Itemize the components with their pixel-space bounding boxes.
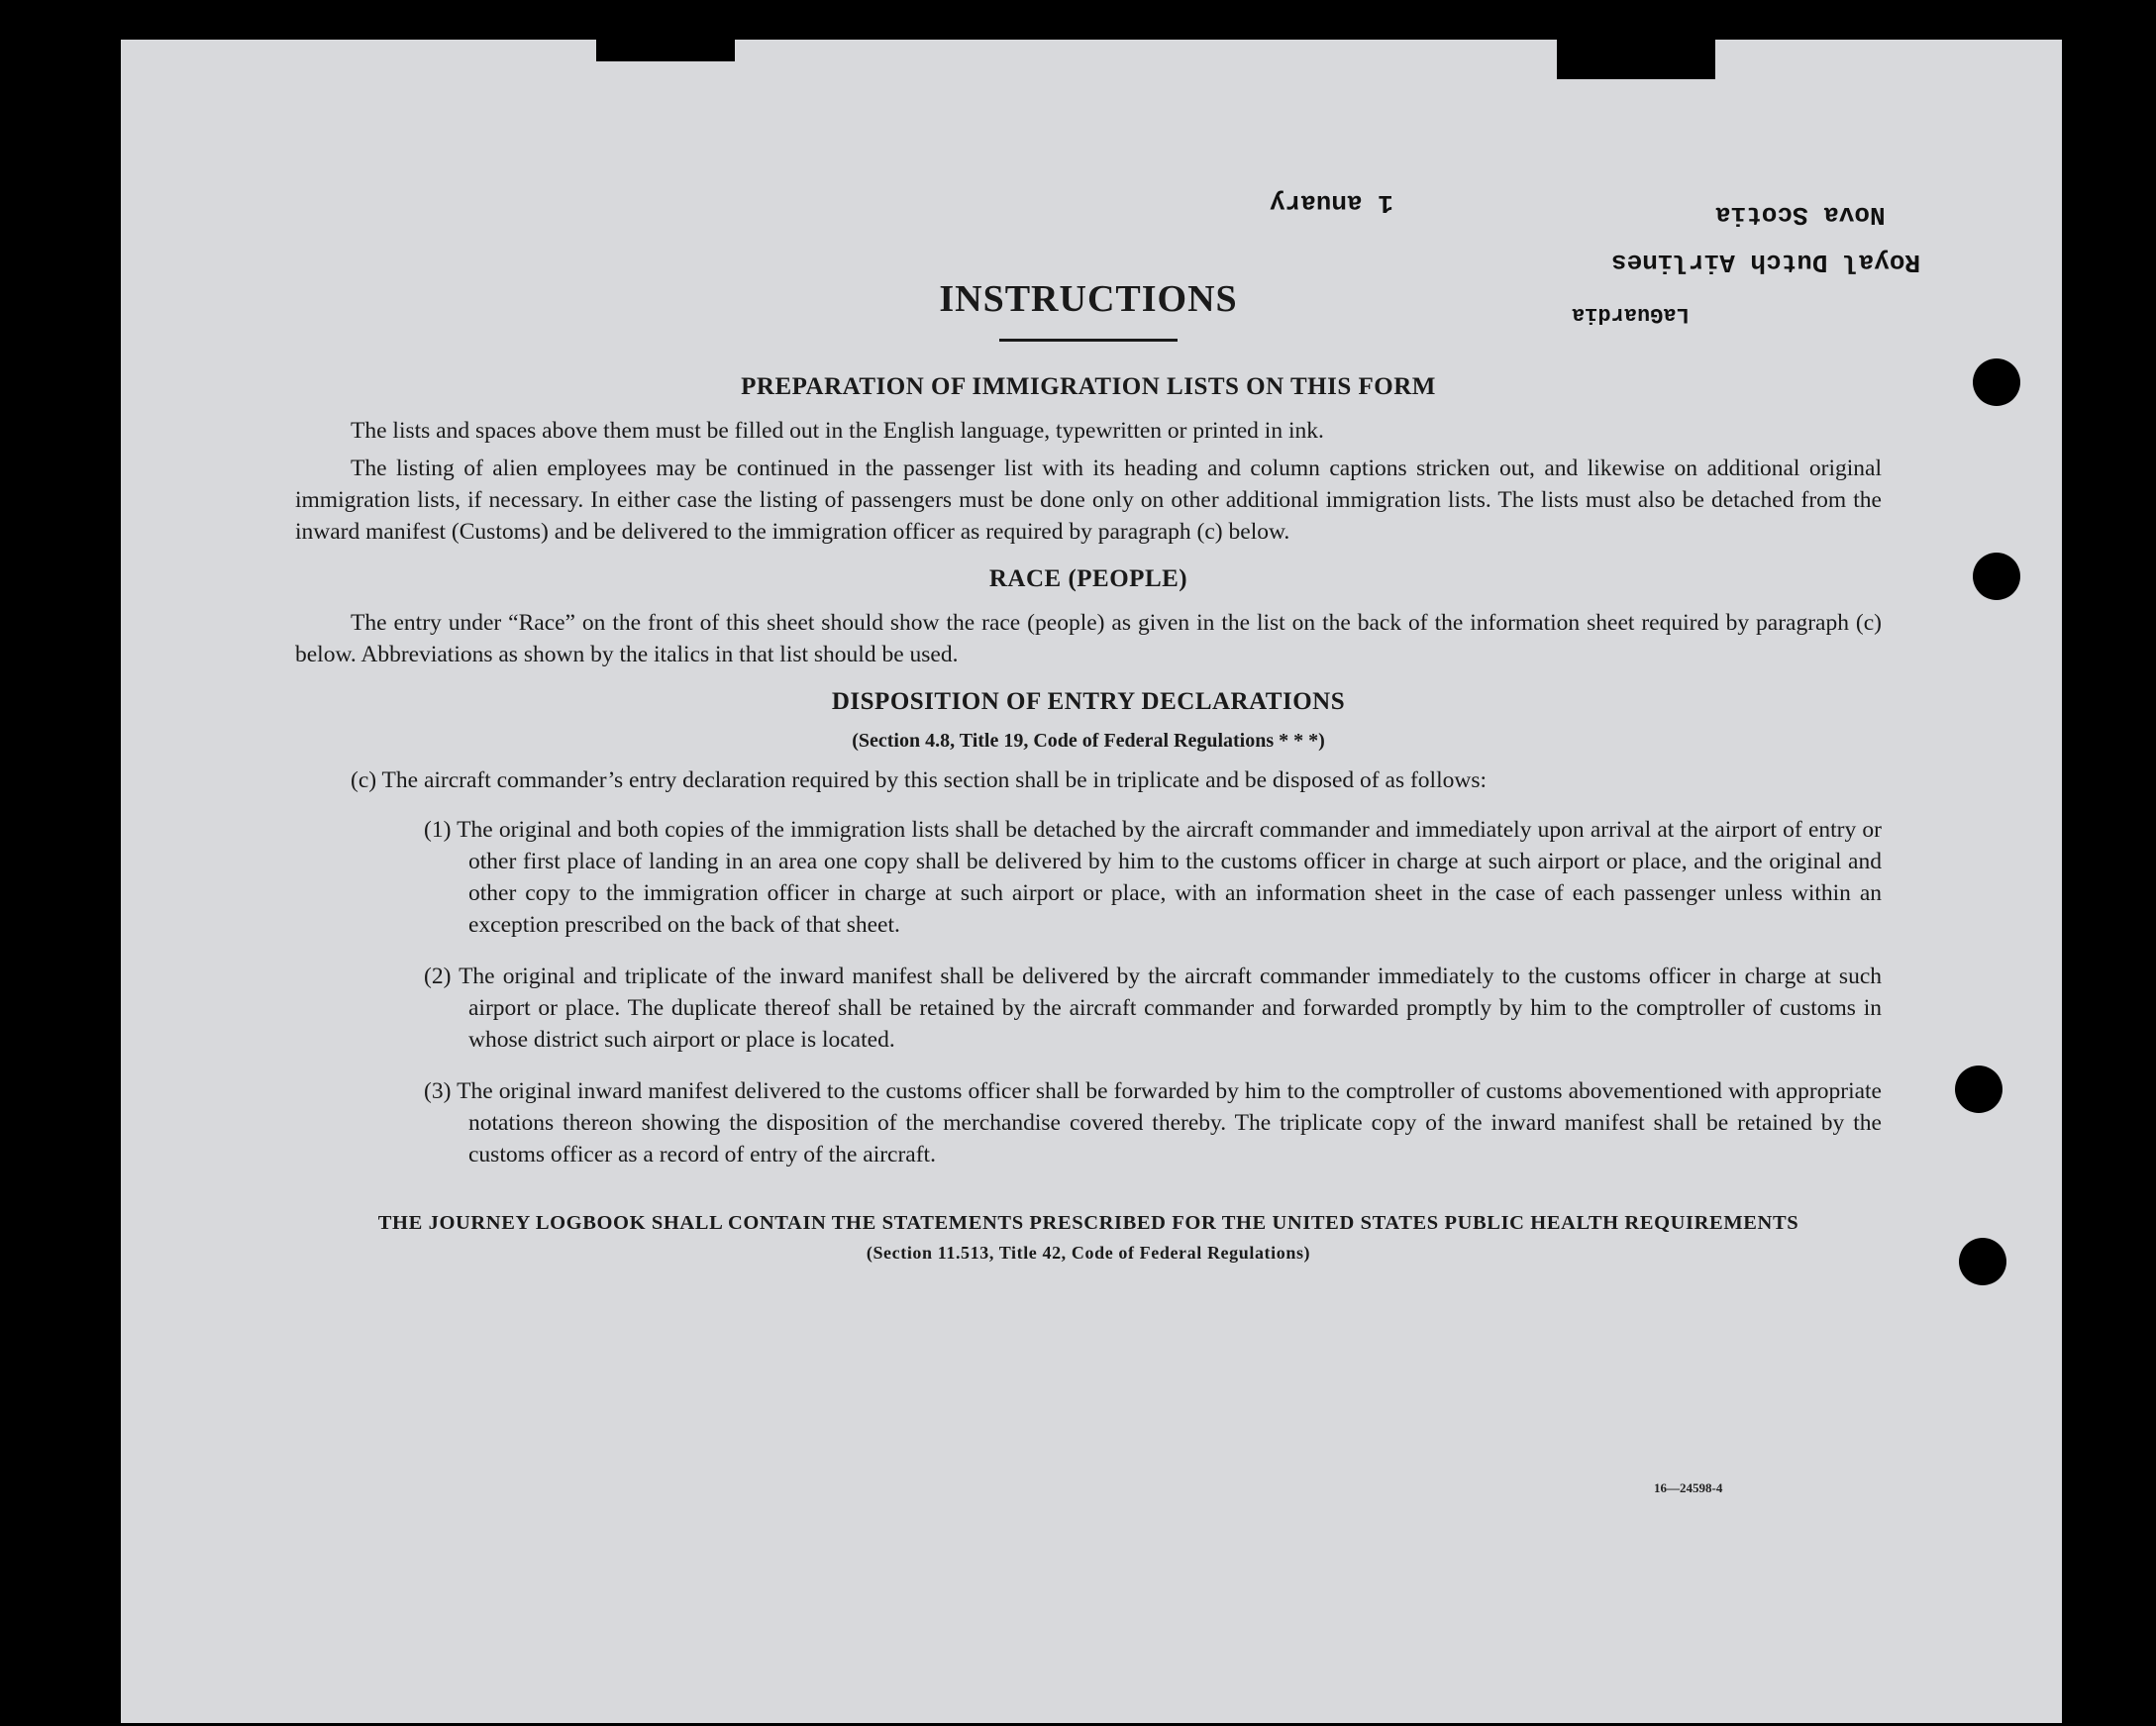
paragraph-language: The lists and spaces above them must be filled out in the English language, typewritten or printed in ink.	[351, 418, 1324, 444]
section-heading-disposition: DISPOSITION OF ENTRY DECLARATIONS	[831, 688, 1346, 715]
form-number: 16—24598-4	[1654, 1480, 1723, 1495]
top-notch-left	[596, 40, 735, 61]
list-item-2: (2) The original and triplicate of the inward manifest shall be delivered by the aircraft commander immediately to the customs officer in charge at such airport or place. The duplicate thereof shall be retained by the aircraft commander and forwarded promptly by him to the comptroller of customs in whose district such airport or place is located.	[424, 964, 1882, 1053]
section-heading-race: RACE (PEOPLE)	[988, 565, 1188, 592]
punch-hole-1	[1973, 358, 2020, 406]
footer-logbook-statement: THE JOURNEY LOGBOOK SHALL CONTAIN THE STATEMENTS PRESCRIBED FOR THE UNITED STATES PUBLIC HEALTH REQUIREMENTS	[377, 1212, 1799, 1234]
title-underline	[999, 339, 1178, 342]
bleed-through-date: 1 anuary	[1270, 188, 1393, 218]
bleed-through-airport: LaGuardia	[1572, 302, 1690, 327]
list-item-3: (3) The original inward manifest delivered to the customs officer shall be forwarded by him to the comptroller of customs abovementioned with appropriate notations thereon showing the disposition of the merchandise covered thereby. The triplicate copy of the inward manifest shall be retained by the customs officer as a record of entry of the aircraft.	[424, 1078, 1882, 1168]
section-heading-preparation: PREPARATION OF IMMIGRATION LISTS ON THIS FORM	[741, 373, 1436, 400]
punch-hole-4	[1959, 1238, 2006, 1285]
list-item-1: (1) The original and both copies of the immigration lists shall be detached by the aircraft commander and immediately upon arrival at the airport of entry or other first place of landing in an area one copy shall be delivered by him to the customs officer in charge at such airport or place, and the original and other copy to the immigration officer in charge at such airport or place, with an information sheet in the case of each passenger unless within an exception prescribed on the back of that sheet.	[424, 817, 1882, 938]
instructions-body	[295, 277, 1882, 1268]
disposition-citation: (Section 4.8, Title 19, Code of Federal Regulations * * *)	[852, 730, 1325, 752]
paragraph-race: The entry under “Race” on the front of this sheet should show the race (people) as given in the list on the back of the information sheet required by paragraph (c) below. Abbreviations as shown by the italics in that list should be used.	[295, 610, 1882, 667]
top-notch-right	[1557, 40, 1715, 79]
punch-hole-2	[1973, 553, 2020, 600]
bleed-through-airline: Royal Dutch Airlines	[1611, 248, 1921, 277]
paragraph-alien-employees: The listing of alien employees may be continued in the passenger list with its heading and column captions stricken out, and likewise on additional original immigration lists, if necessary. In either case the listing of passengers must be done only on other additional immigration lists. The lists must also be detached from the inward manifest (Customs) and be delivered to the immigration officer as required by paragraph (c) below.	[295, 456, 1882, 545]
bleed-through-location: Nova Scotia	[1715, 200, 1886, 230]
punch-hole-3	[1955, 1066, 2002, 1113]
paragraph-c-intro: (c) The aircraft commander’s entry declaration required by this section shall be in triplicate and be disposed of as follows:	[351, 767, 1487, 793]
document-sheet	[121, 40, 2062, 1723]
page-title: INSTRUCTIONS	[939, 278, 1238, 320]
footer-citation: (Section 11.513, Title 42, Code of Federal Regulations)	[866, 1243, 1311, 1263]
